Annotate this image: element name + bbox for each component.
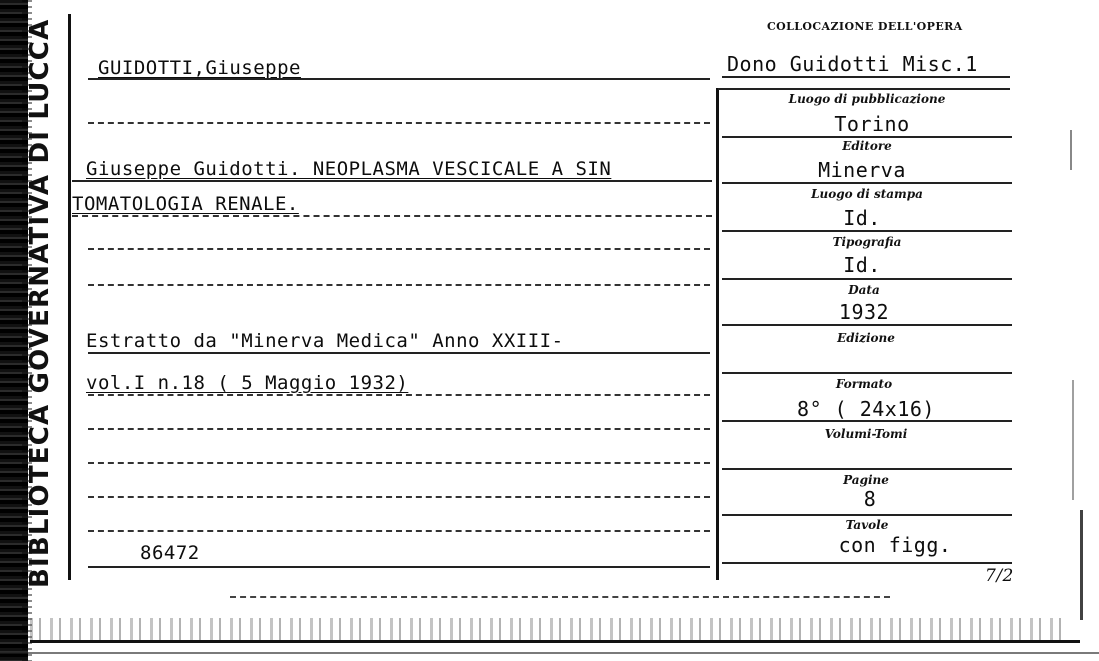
field-rule [722, 562, 1012, 564]
field-rule [722, 136, 1012, 138]
inventory-number: 86472 [140, 542, 200, 564]
ruled-line [88, 248, 710, 250]
notes-line-2: vol.I n.18 ( 5 Maggio 1932) [86, 372, 409, 394]
ruled-line [88, 566, 710, 568]
field-caption-luogo-stampa: Luogo di stampa [811, 187, 923, 201]
corner-mark: 7/2 [985, 566, 1014, 586]
ruled-line [88, 122, 710, 124]
field-rule [722, 278, 1012, 280]
ruled-line [72, 180, 712, 182]
edge-mark [1070, 130, 1072, 170]
field-rule [722, 182, 1012, 184]
field-caption-pagine: Pagine [843, 473, 889, 487]
title-line-2: TOMATOLOGIA RENALE. [72, 193, 299, 215]
field-caption-formato: Formato [835, 377, 893, 391]
field-caption-edizione: Edizione [837, 331, 895, 345]
field-value-tavole: con figg. [838, 533, 952, 557]
collocazione-caption: COLLOCAZIONE DELL'OPERA [767, 20, 963, 33]
ruled-line [72, 215, 712, 217]
edge-mark [1080, 510, 1083, 620]
notes-line-1: Estratto da "Minerva Medica" Anno XXIII- [86, 330, 564, 352]
ruled-line [88, 352, 710, 354]
field-rule [722, 514, 1012, 516]
edge-mark [1072, 380, 1074, 500]
field-caption-luogo-pubblicazione: Luogo di pubblicazione [788, 92, 946, 106]
right-panel-top-rule [718, 88, 1010, 90]
field-value-pagine: 8 [863, 487, 877, 511]
collocazione-rule [722, 76, 1010, 78]
ruled-line [88, 462, 710, 464]
field-value-formato: 8° ( 24x16) [797, 397, 935, 421]
field-value-editore: Minerva [818, 158, 906, 182]
field-caption-tipografia: Tipografia [832, 235, 902, 249]
ruled-line [88, 530, 710, 532]
author-name: GUIDOTTI,Giuseppe [98, 57, 301, 79]
bottom-scan-noise [30, 618, 1070, 640]
ruled-line [88, 394, 710, 396]
field-value-luogo-stampa: Id. [843, 206, 881, 230]
collocazione-value: Dono Guidotti Misc.1 [727, 52, 978, 76]
field-value-luogo-pubblicazione: Torino [834, 112, 910, 136]
field-caption-editore: Editore [842, 139, 892, 153]
card-bottom-shadow [0, 652, 1099, 654]
field-rule [722, 372, 1012, 374]
ruled-line [88, 428, 710, 430]
left-margin-rule [68, 14, 71, 580]
library-stamp: BIBLIOTECA GOVERNATIVA DI LUCCA [25, 18, 55, 588]
field-caption-data: Data [848, 283, 880, 297]
field-rule [722, 324, 1012, 326]
card-bottom-edge [30, 640, 1080, 643]
field-value-tipografia: Id. [843, 253, 881, 277]
field-rule [722, 468, 1012, 470]
right-panel-border [716, 88, 719, 580]
ruled-line [88, 496, 710, 498]
field-value-data: 1932 [838, 300, 890, 324]
field-rule [722, 230, 1012, 232]
field-caption-tavole: Tavole [845, 518, 889, 532]
bottom-dashed-rule [230, 596, 890, 598]
author-rule [88, 78, 710, 80]
ruled-line [88, 284, 710, 286]
field-caption-volumi-tomi: Volumi-Tomi [824, 427, 908, 441]
title-line-1: Giuseppe Guidotti. NEOPLASMA VESCICALE A SIN [86, 158, 612, 180]
